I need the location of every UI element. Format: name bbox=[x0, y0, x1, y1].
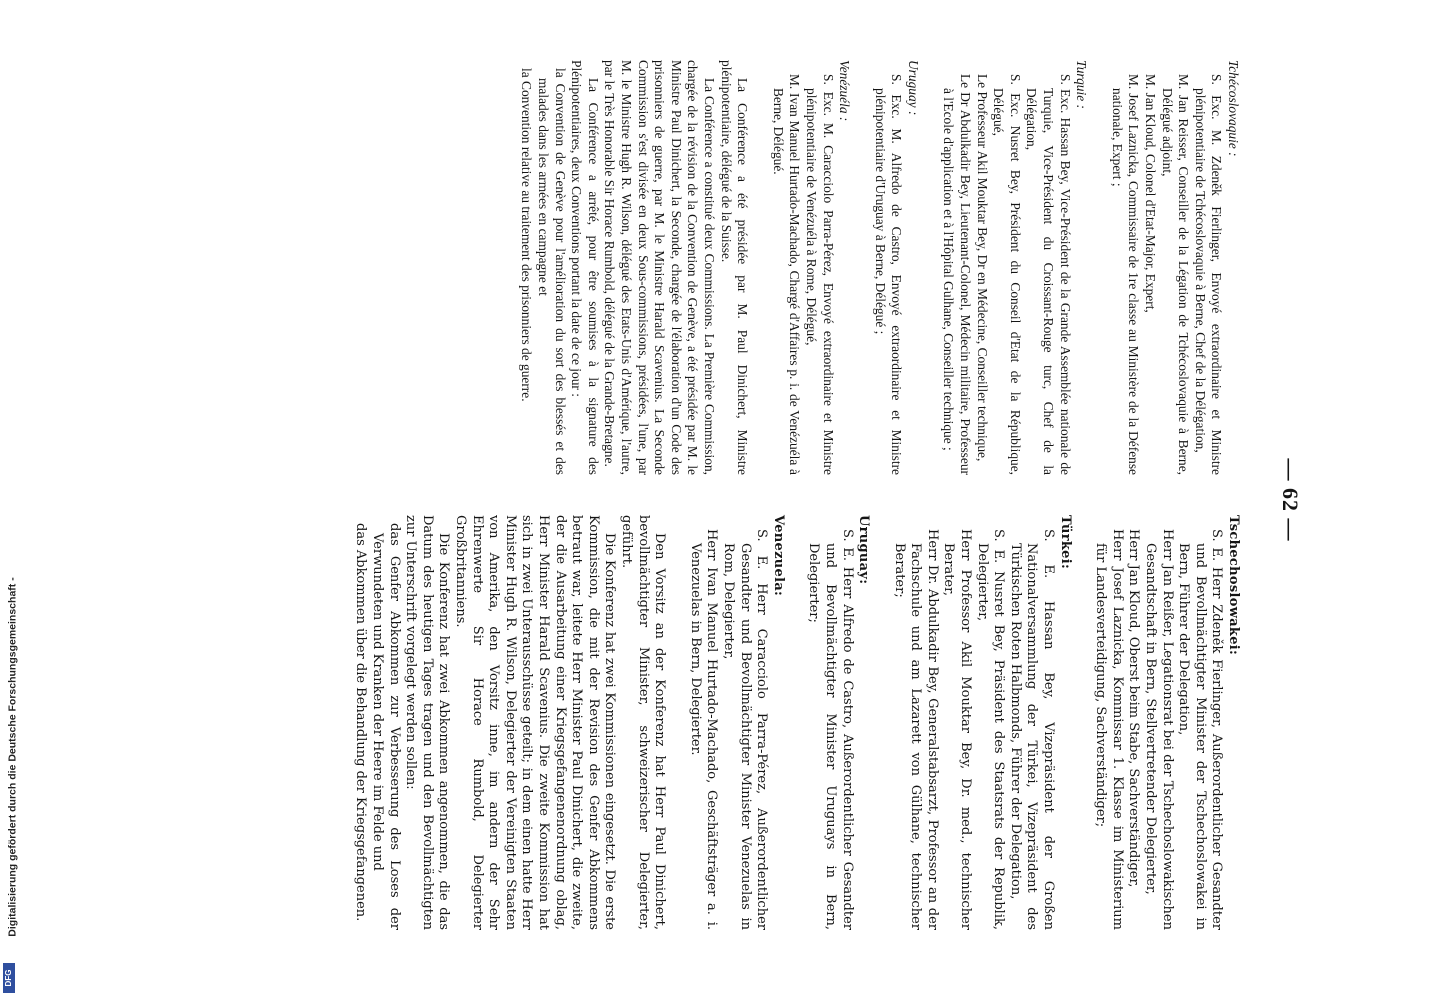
country-heading: Türkei: bbox=[1057, 515, 1073, 570]
digitization-credit bbox=[2, 520, 22, 995]
country-heading: Uruguay: bbox=[856, 515, 872, 585]
page-number: — 62 — bbox=[1278, 458, 1303, 542]
country-heading: Tchécoslovaquie : bbox=[1226, 60, 1241, 157]
dfg-logo-text: DFG bbox=[4, 969, 13, 987]
convention-item: das Genfer Abkommen zur Verbesserung des Loses der Verwundeten und Kranken der Heere im Felde und bbox=[370, 523, 402, 930]
paragraph: Die Konferenz hat zwei Abkommen angenommen, die das Datum des heutigen Tages tragen und den Bevollmächtigten zur Unterschrift vorgelegt werden sollen: bbox=[403, 515, 452, 930]
delegate-entry: M. Ivan Manuel Hurtado-Machado, Chargé d'Affaires p. i. de Venézuéla à Berne, Délégué. bbox=[770, 74, 803, 475]
paragraph: Den Vorsitz an der Konferenz hat Herr Paul Dinichert, bevollmächtigter Minister, schweizerischer Delegierter, geführt. bbox=[619, 515, 668, 930]
convention-item: das Abkommen über die Behandlung der Kriegsgefangenen. bbox=[353, 523, 369, 922]
country-heading: Tschechoslowakei: bbox=[1226, 515, 1241, 656]
german-column bbox=[352, 515, 1241, 930]
dfg-logo bbox=[3, 963, 15, 993]
closing-text bbox=[518, 60, 750, 475]
paragraph: La Conférence a arrêté, pour être soumises à la signature des Plénipotentiaires, deux Conventions portant la date de ce jour : bbox=[569, 60, 601, 475]
country-heading: Venezuela: bbox=[770, 515, 786, 597]
delegate-entry: S. E. Nusret Bey, Präsident des Staatsrats der Republik, Delegierter, bbox=[974, 529, 1007, 930]
paragraph: Die Konferenz hat zwei Kommissionen eingesetzt. Die erste Kommission, die mit der Revision des Genfer Abkommens betraut war, leitete Herr Minister Paul Dinichert, die zweite, der die Ausarbeitung einer Kriegsgefangenenordnung oblag, Herr Minister Harald Scavenius. Die zweite Kommission hat sich in zwei Unterausschüsse geteilt; in dem einen hatte Herr Minister Hugh R. Wilson, Delegierter der Vereinigten Staaten von Amerika, den Vorsitz inne, im andern der Sehr Ehrenwerte Sir Horace Rumbold, Delegierter Großbritanniens. bbox=[453, 515, 618, 930]
country-section bbox=[1092, 515, 1241, 930]
country-section bbox=[871, 60, 921, 475]
paragraph: La Conférence a constitué deux Commissions. La Première Commission, chargée de la révision de la Convention de Genève, a été présidée par M. le Ministre Paul Dinichert, la Seconde, chargée de l'élaboration d'un Code des prisonniers de guerre, par M. le Ministre Harald Scavenius. La Seconde Commission s'est divisée en deux Sous-commissions, présidées, l'une, par M. le Ministre Hugh R. Wilson, délégué des Etats-Unis d'Amérique, l'autre, par le Très Honorable Sir Horace Rumbold, délégué de la Grande-Bretagne. bbox=[602, 60, 717, 475]
delegate-entry: M. Jan Kloud, Colonel d'Etat-Major, Expert, bbox=[1143, 74, 1159, 313]
delegate-entry: Herr Dr. Abdulkadir Bey, Generalstabsarzt, Professor an der Fachschule und am Lazarett von Gülhane, technischer Berater; bbox=[891, 529, 940, 930]
delegate-entry: Le Professeur Akil Mouktar Bey, Dr en Médecine, Conseiller technique, bbox=[974, 74, 990, 462]
delegate-entry: M. Josef Laznicka, Commissaire de 1re classe au Ministère de la Défense nationale, Expert ; bbox=[1109, 74, 1142, 475]
delegate-entry: M. Jan Reisser, Conseiller de la Légation de Tchécoslovaquie à Berne, Délégué adjoint, bbox=[1159, 74, 1192, 475]
delegate-entry: S. E. Herr Zdeněk Fierlinger, Außerordentlicher Gesandter und Bevollmächtigter Minister der Tschechoslowakei in Bern, Führer der Delegation, bbox=[1176, 529, 1225, 930]
delegate-entry: S. E. Hassan Bey, Vizepräsident der Großen Nationalversammlung der Türkei, Vizepräsident des Türkischen Roten Halbmonds, Führer der Delegation, bbox=[1007, 529, 1057, 930]
delegate-entry: S. Exc. Hassan Bey, Vice-Président de la Grande Assemblée nationale de Turquie, Vice-Président du Croissant-Rouge turc, Chef de la Délégation, bbox=[1024, 74, 1073, 475]
digitization-credit-text: Digitalisierung gefördert durch die Deutsche Forschungsgemeinschaft - bbox=[6, 576, 19, 937]
closing-text bbox=[352, 515, 667, 930]
french-column bbox=[518, 60, 1241, 475]
delegate-entry: Le Dr Abdulkadir Bey, Lieutenant-Colonel, Médecin militaire, Professeur à l'Ecole d'application et à l'Hôpital Gulhane, Conseiller technique ; bbox=[941, 74, 974, 475]
delegate-entry: Herr Josef Laznicka, Kommissar 1. Klasse im Ministerium für Landesverteidigung, Sachverständiger; bbox=[1093, 529, 1125, 930]
delegate-entry: S. Exc. Nusret Bey, Président du Conseil d'Etat de la République, Délégué, bbox=[991, 74, 1023, 475]
country-heading: Venézuéla : bbox=[837, 60, 853, 122]
delegate-entry: S. E. Herr Alfredo de Castro, Außerordentlicher Gesandter und Bevollmächtigter Minister Uruguays in Bern, Delegierter; bbox=[806, 529, 855, 930]
country-section bbox=[1108, 60, 1241, 475]
delegate-entry: Herr Ivan Manuel Hurtado-Machado, Geschäftsträger a. i. Venezuelas in Bern, Delegierter. bbox=[687, 529, 720, 930]
delegate-entry: Herr Jan Reißer, Legationsrat bei der Tschechoslowakischen Gesandtschaft in Bern, Stellvertretender Delegierter, bbox=[1143, 529, 1175, 930]
country-heading: Uruguay : bbox=[905, 60, 921, 116]
delegate-entry: S. E. Herr Caracciolo Parra-Pérez, Außerordentlicher Gesandter und Bevollmächtigter Minister Venezuelas in Rom, Delegierter, bbox=[720, 529, 770, 930]
convention-item: la Convention relative au traitement des prisonniers de guerre. bbox=[519, 68, 535, 402]
country-section bbox=[769, 60, 852, 475]
convention-item: la Convention de Genève pour l'amélioration du sort des blessés et des malades dans les armées en campagne et bbox=[536, 68, 568, 475]
paragraph: La Conférence a été présidée par M. Paul Dinichert, Ministre plénipotentiaire, délégué de la Suisse. bbox=[718, 60, 751, 475]
document-page bbox=[97, 35, 1337, 965]
delegate-entry: Herr Professor Akil Mouktar Bey, Dr. med., technischer Berater, bbox=[941, 529, 974, 930]
country-heading: Turquie : bbox=[1074, 60, 1090, 109]
delegate-entry: S. Exc. M. Caracciolo Parra-Pérez, Envoyé extraordinaire et Ministre plénipotentiaire de Venézuéla à Rome, Délégué, bbox=[803, 74, 836, 475]
country-section bbox=[686, 515, 786, 930]
delegate-entry: S. Exc. M. Alfredo de Castro, Envoyé extraordinaire et Ministre plénipotentiaire d'Uruguay à Berne, Délégué ; bbox=[872, 74, 905, 475]
country-section bbox=[805, 515, 871, 930]
delegate-entry: S. Exc. M. Zdeněk Fierlinger, Envoyé extraordinaire et Ministre plénipotentiaire de Tchécoslovaquie à Berne, Chef de la Délégation, bbox=[1192, 74, 1225, 475]
delegate-entry: Herr Jan Kloud, Oberst beim Stabe, Sachverständiger, bbox=[1126, 529, 1142, 888]
country-section bbox=[890, 515, 1073, 930]
country-section bbox=[940, 60, 1089, 475]
